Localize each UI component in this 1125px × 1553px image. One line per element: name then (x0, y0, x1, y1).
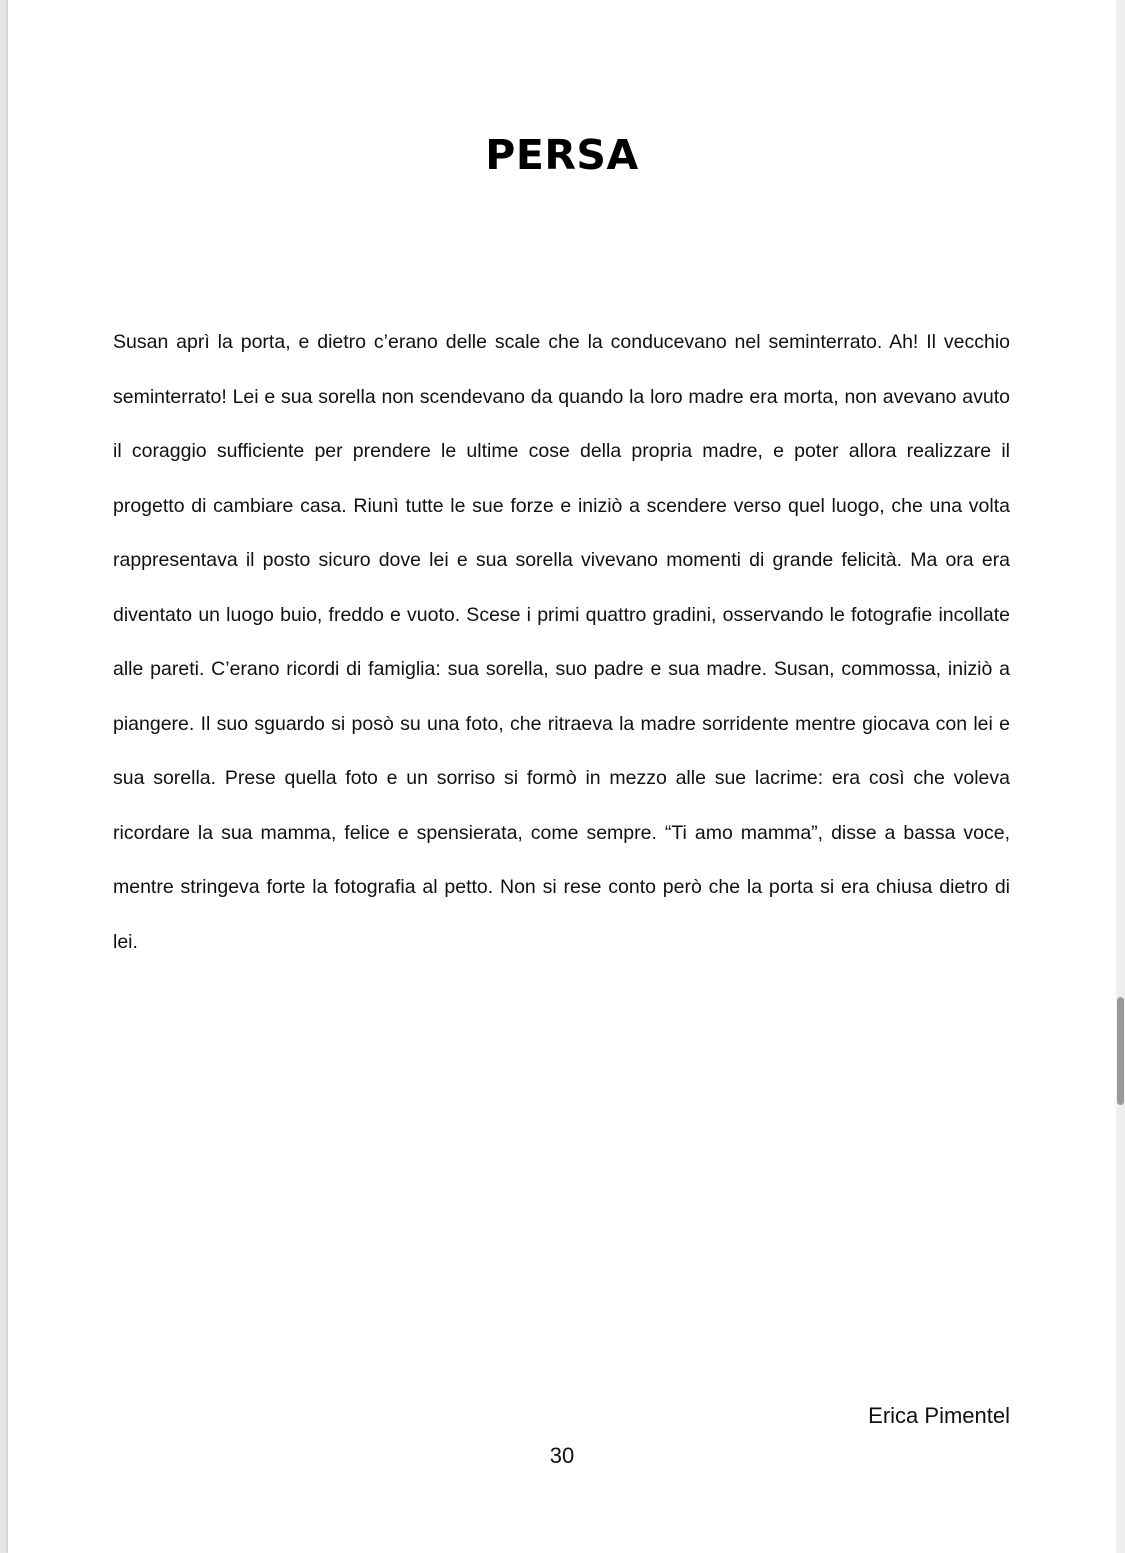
story-paragraph: Susan aprì la porta, e dietro c’erano delle scale che la conducevano nel seminterrato. Ah! Il vecchio seminterrato! Lei e sua sorella non scendevano da quando la loro madre era morta, non avevano avuto il coraggio sufficiente per prendere le ultime cose della propria madre, e poter allora realizzare il progetto di cambiare casa. Riunì tutte le sue forze e iniziò a scendere verso quel luogo, che una volta rappresentava il posto sicuro dove lei e sua sorella vivevano momenti di grande felicità. Ma ora era diventato un luogo buio, freddo e vuoto. Scese i primi quattro gradini, osservando le fotografie incollate alle pareti. C’erano ricordi di famiglia: sua sorella, suo padre e sua madre. Susan, commossa, iniziò a piangere. Il suo sguardo si posò su una foto, che ritraeva la madre sorridente mentre giocava con lei e sua sorella. Prese quella foto e un sorriso si formò in mezzo alle sue lacrime: era così che voleva ricordare la sua mamma, felice e spensierata, come sempre. “Ti amo mamma”, disse a bassa voce, mentre stringeva forte la fotografia al petto. Non si rese conto però che la porta si era chiusa dietro di lei. (113, 331, 1010, 953)
page-number: 30 (549, 1443, 575, 1468)
author-name: Erica Pimentel (868, 1403, 1010, 1428)
page-title: PERSA (485, 131, 639, 179)
vertical-scrollbar[interactable] (1116, 0, 1125, 1553)
document-page (8, 0, 1116, 1553)
scrollbar-thumb[interactable] (1117, 997, 1124, 1105)
